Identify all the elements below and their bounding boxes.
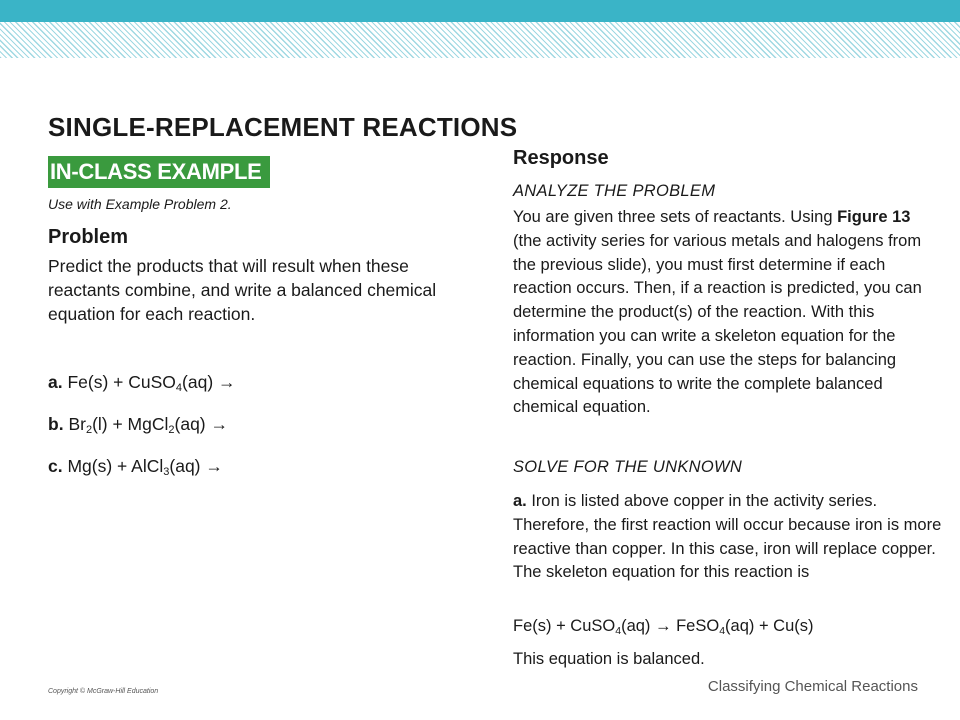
analyze-body [513, 206, 943, 420]
problem-text: Predict the products that will result when these reactants combine, and write a balanced chemical equation for each reaction. [48, 256, 437, 324]
final-equation-part: (aq) → FeSO [621, 617, 720, 635]
equation-a-subscript: 4 [175, 382, 183, 394]
balanced-note: This equation is balanced. [513, 650, 705, 668]
equation-b-part: (aq) → [174, 414, 228, 434]
equation-b [48, 414, 228, 435]
equation-b-label: b. [48, 414, 64, 434]
equation-b-subscript: 2 [168, 424, 175, 436]
final-equation-subscript: 4 [719, 625, 726, 637]
equation-a [48, 372, 236, 393]
header-hatch-pattern [0, 22, 960, 58]
equation-b-part: (l) + MgCl [92, 414, 169, 434]
solve-text: Iron is listed above copper in the activity series. Therefore, the first reaction will occur because iron is more reactive than copper. In this case, iron will replace copper. The skeleton equation for this reaction is [513, 492, 942, 582]
slide-title: SINGLE-REPLACEMENT REACTIONS [48, 112, 518, 142]
response-heading: Response [513, 147, 609, 169]
solve-body [513, 490, 943, 585]
equation-a-part: (aq) → [182, 372, 236, 392]
solve-label: a. [513, 492, 527, 510]
final-equation-subscript: 4 [615, 625, 622, 637]
final-equation [513, 617, 814, 636]
analyze-heading: ANALYZE THE PROBLEM [513, 182, 716, 200]
footer-section-label: Classifying Chemical Reactions [707, 678, 918, 695]
solve-heading: SOLVE FOR THE UNKNOWN [513, 458, 743, 476]
equation-c [48, 456, 223, 477]
figure-reference: Figure 13 [837, 208, 911, 226]
equation-b-subscript: 2 [85, 424, 93, 436]
equation-c-part: Mg(s) + AlCl [67, 456, 164, 476]
equation-c-subscript: 3 [163, 466, 170, 478]
equation-a-label: a. [48, 372, 63, 392]
final-equation-part: Fe(s) + CuSO [513, 617, 616, 635]
problem-heading: Problem [48, 226, 129, 248]
banner-text: IN-CLASS EXAMPLE [50, 159, 262, 184]
header-bar [0, 0, 960, 22]
analyze-text: (the activity series for various metals and halogens from the previous slide), you must first determine if each reaction occurs. Then, if a reaction is predicted, you can determine the product(s) of the reaction. With this information you can write a skeleton equation for the reaction. Finally, you can use the steps for balancing chemical equations to write the complete balanced chemical equation. [513, 231, 922, 417]
use-with-note: Use with Example Problem 2. [48, 196, 232, 212]
equation-c-label: c. [48, 456, 63, 476]
equation-b-part: Br [68, 414, 86, 434]
equation-c-part: (aq) → [169, 456, 223, 476]
in-class-example-banner [48, 156, 270, 188]
analyze-text: You are given three sets of reactants. Using [513, 208, 838, 226]
equation-a-part: Fe(s) + CuSO [67, 372, 176, 392]
copyright-notice: Copyright © McGraw-Hill Education [48, 688, 159, 695]
final-equation-part: (aq) + Cu(s) [725, 617, 814, 635]
